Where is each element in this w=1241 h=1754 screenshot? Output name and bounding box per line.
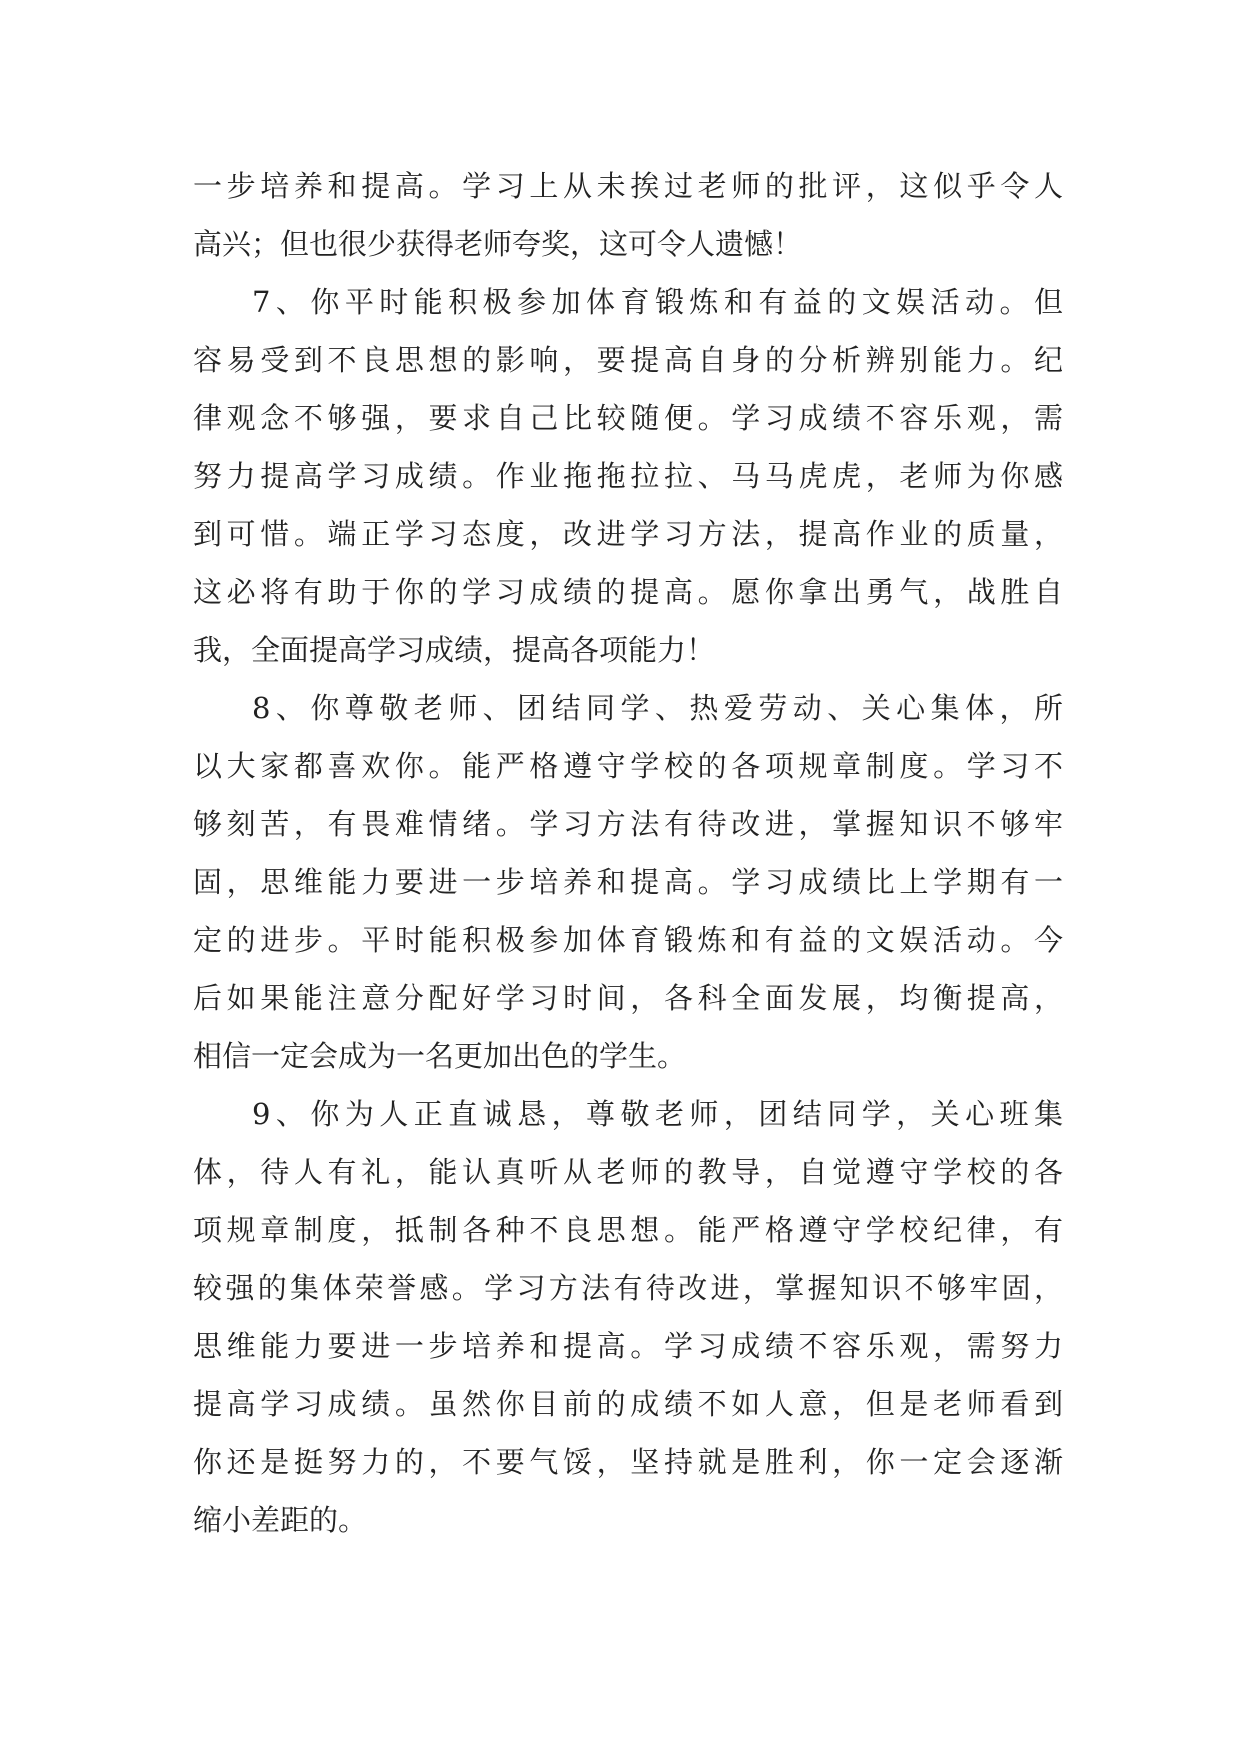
text-line: 高兴；但也很少获得老师夸奖，这可令人遗憾！ <box>193 227 803 261</box>
text-line: 提高学习成绩。虽然你目前的成绩不如人意，但是老师看到 <box>193 1387 1063 1421</box>
text-line: 容易受到不良思想的影响，要提高自身的分析辨别能力。纪 <box>193 343 1063 377</box>
text-line: 一步培养和提高。学习上从未挨过老师的批评，这似乎令人 <box>193 169 1063 203</box>
text-line: 到可惜。端正学习态度，改进学习方法，提高作业的质量， <box>193 517 1063 551</box>
text-line: 够刻苦，有畏难情绪。学习方法有待改进，掌握知识不够牢 <box>193 807 1063 841</box>
text-line: 定的进步。平时能积极参加体育锻炼和有益的文娱活动。今 <box>193 923 1063 957</box>
text-line: 体，待人有礼，能认真听从老师的教导，自觉遵守学校的各 <box>193 1155 1063 1189</box>
paragraph-8-first-line: 8、你尊敬老师、团结同学、热爱劳动、关心集体，所 <box>252 691 1063 725</box>
text-line: 相信一定会成为一名更加出色的学生。 <box>193 1039 687 1073</box>
text-line: 较强的集体荣誉感。学习方法有待改进，掌握知识不够牢固， <box>193 1271 1063 1305</box>
text-line: 缩小差距的。 <box>193 1503 368 1537</box>
text-line: 项规章制度，抵制各种不良思想。能严格遵守学校纪律，有 <box>193 1213 1063 1247</box>
paragraph-9-first-line: 9、你为人正直诚恳，尊敬老师，团结同学，关心班集 <box>252 1097 1063 1131</box>
text-line: 思维能力要进一步培养和提高。学习成绩不容乐观，需努力 <box>193 1329 1063 1363</box>
text-line: 固，思维能力要进一步培养和提高。学习成绩比上学期有一 <box>193 865 1063 899</box>
text-line: 努力提高学习成绩。作业拖拖拉拉、马马虎虎，老师为你感 <box>193 459 1063 493</box>
text-line: 我，全面提高学习成绩，提高各项能力！ <box>193 633 716 667</box>
paragraph-7-first-line: 7、你平时能积极参加体育锻炼和有益的文娱活动。但 <box>252 285 1063 319</box>
text-line: 这必将有助于你的学习成绩的提高。愿你拿出勇气，战胜自 <box>193 575 1063 609</box>
text-line: 后如果能注意分配好学习时间，各科全面发展，均衡提高， <box>193 981 1063 1015</box>
text-line: 律观念不够强，要求自己比较随便。学习成绩不容乐观，需 <box>193 401 1063 435</box>
text-line: 以大家都喜欢你。能严格遵守学校的各项规章制度。学习不 <box>193 749 1063 783</box>
text-line: 你还是挺努力的，不要气馁，坚持就是胜利，你一定会逐渐 <box>193 1445 1063 1479</box>
